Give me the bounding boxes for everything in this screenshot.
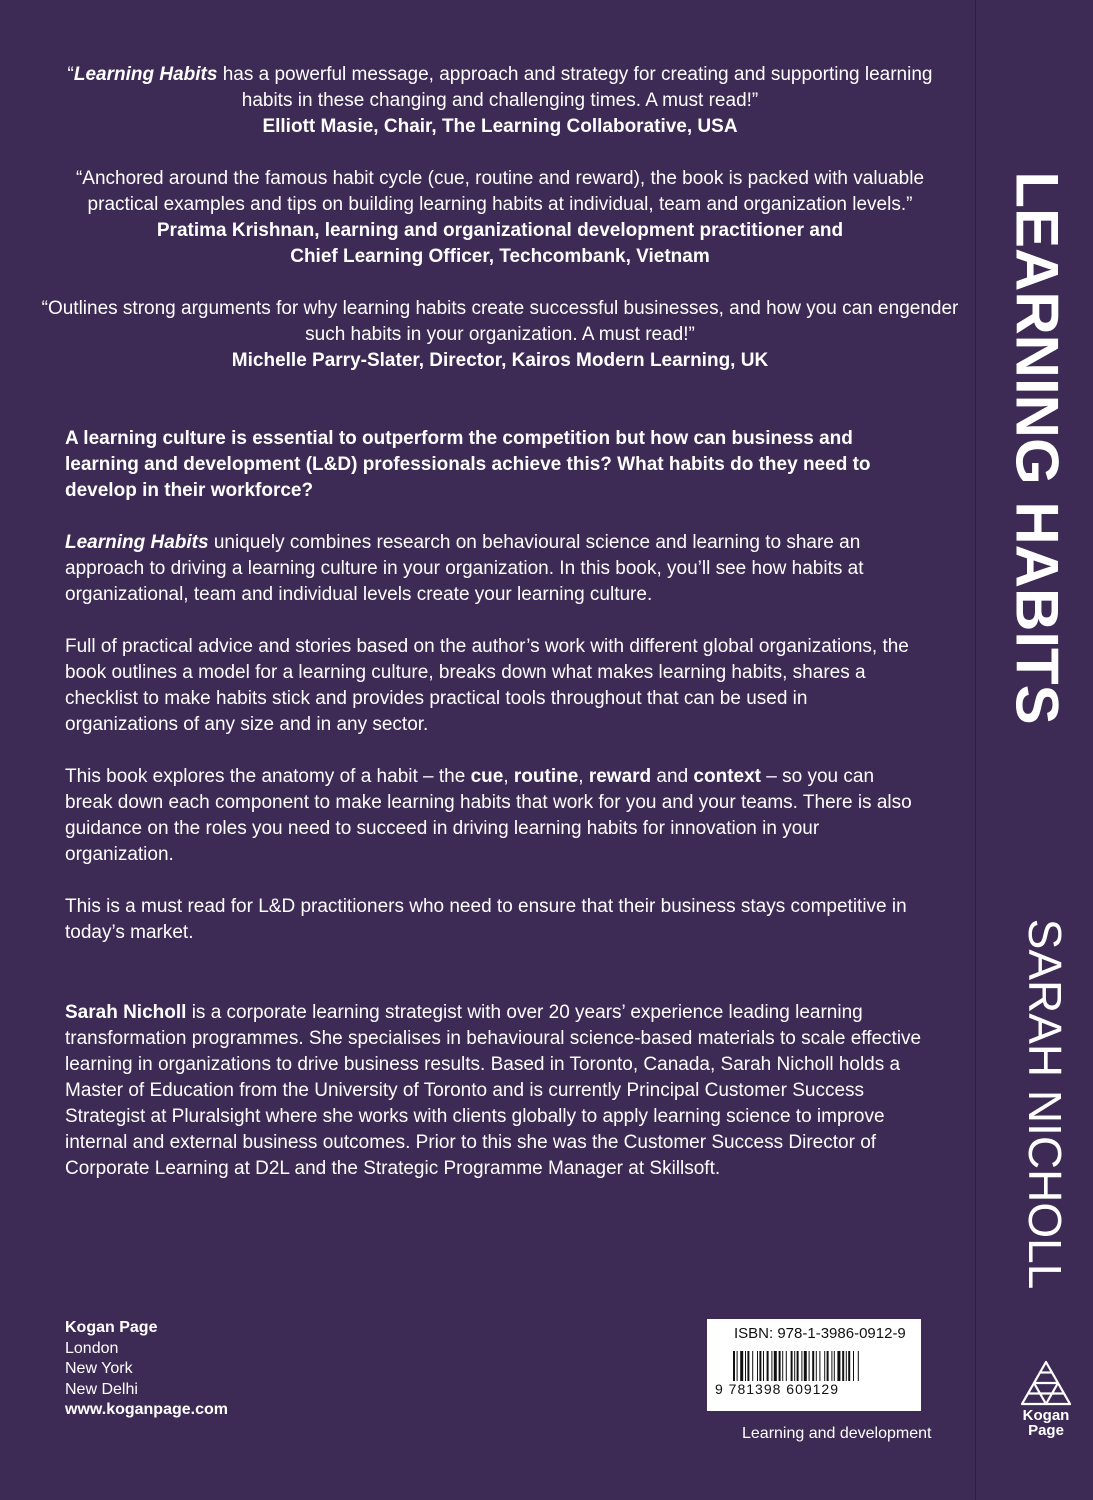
- publisher-url: www.koganpage.com: [65, 1401, 228, 1418]
- publisher-city: London: [65, 1339, 119, 1357]
- barcode-digits: 9 781398 609129: [715, 1381, 839, 1397]
- spine-author: SARAH NICHOLL: [1019, 918, 1071, 1290]
- publisher-name: Kogan Page: [65, 1319, 158, 1336]
- isbn-label: ISBN: 978-1-3986-0912-9: [734, 1325, 906, 1342]
- kogan-page-logo-icon: [1018, 1358, 1074, 1408]
- publisher-city: New York: [65, 1360, 133, 1377]
- category-label: Learning and development: [742, 1425, 932, 1442]
- description-paragraph-4: This is a must read for L&D practitioners who need to ensure that their business stays competitive in today’s market.: [65, 896, 907, 943]
- author-name: Sarah Nicholl: [65, 1002, 187, 1023]
- endorsement-text: “Outlines strong arguments for why learning habits create successful businesses, and how you can engender such habits in your organization. A must read!”: [41, 298, 959, 345]
- author-bio: Sarah Nicholl is a corporate learning strategist with over 20 years’ experience leading learning transformation programmes. She specialises in behavioural science-based materials to scale effective learning in organizations to drive business results. Based in Toronto, Canada, Sarah Nicholl holds a Master of Education from the University of Toronto and is currently Principal Customer Success Strategist at Pluralsight where she works with clients globally to apply learning science to improve internal and external business outcomes. Prior to this she was the Customer Success Director of Corporate Learning at D2L and the Strategic Programme Manager at Skillsoft.: [65, 1002, 922, 1179]
- description-intro: A learning culture is essential to outperform the competition but how can business and learning and development (L&D) professionals achieve this? What habits do they need to develop in their workforce?: [65, 428, 871, 501]
- barcode-icon: [733, 1351, 899, 1383]
- endorsement-text: “Anchored around the famous habit cycle (cue, routine and reward), the book is packed with valuable practical examples and tips on building learning habits at individual, team and organization levels.”: [75, 168, 925, 215]
- spine-divider: [975, 0, 976, 1500]
- endorsement-3: [40, 296, 960, 374]
- description-paragraph-1: Learning Habits uniquely combines research on behavioural science and learning to share an approach to driving a learning culture in your organization. In this book, you’ll see how habits at organizational, team and individual levels create your learning culture.: [65, 532, 864, 605]
- description-paragraph-2: Full of practical advice and stories based on the author’s work with different global organizations, the book outlines a model for a learning culture, breaks down what makes learning habits, shares a checklist to make habits stick and provides practical tools throughout that can be used in organizations of any size and in any sector.: [65, 636, 909, 735]
- endorsement-attribution: Elliott Masie, Chair, The Learning Collaborative, USA: [262, 116, 738, 137]
- endorsement-attribution: Pratima Krishnan, learning and organizational development practitioner and Chief Learning Officer, Techcombank, Vietnam: [156, 220, 844, 267]
- logo-wordmark: Kogan Page: [1022, 1407, 1070, 1439]
- isbn-barcode-box: [707, 1319, 921, 1411]
- description-paragraph-3: This book explores the anatomy of a habit – the cue, routine, reward and context – so you can break down each component to make learning habits that work for you and your teams. There is also guidance on the roles you need to succeed in driving learning habits for innovation in your organization.: [65, 766, 912, 865]
- endorsements: [40, 62, 960, 400]
- spine-title: LEARNING HABITS: [1003, 171, 1071, 725]
- book-description: [65, 426, 925, 972]
- book-title-emphasis: Learning Habits: [73, 64, 218, 85]
- publisher-city: New Delhi: [65, 1380, 138, 1398]
- endorsement-2: [40, 166, 960, 270]
- endorsement-text: “Learning Habits has a powerful message, approach and strategy for creating and supporting learning habits in these changing and challenging times. A must read!”: [67, 64, 933, 111]
- endorsement-1: [40, 62, 960, 140]
- publisher-info: [65, 1318, 228, 1421]
- endorsement-attribution: Michelle Parry-Slater, Director, Kairos Modern Learning, UK: [231, 350, 769, 371]
